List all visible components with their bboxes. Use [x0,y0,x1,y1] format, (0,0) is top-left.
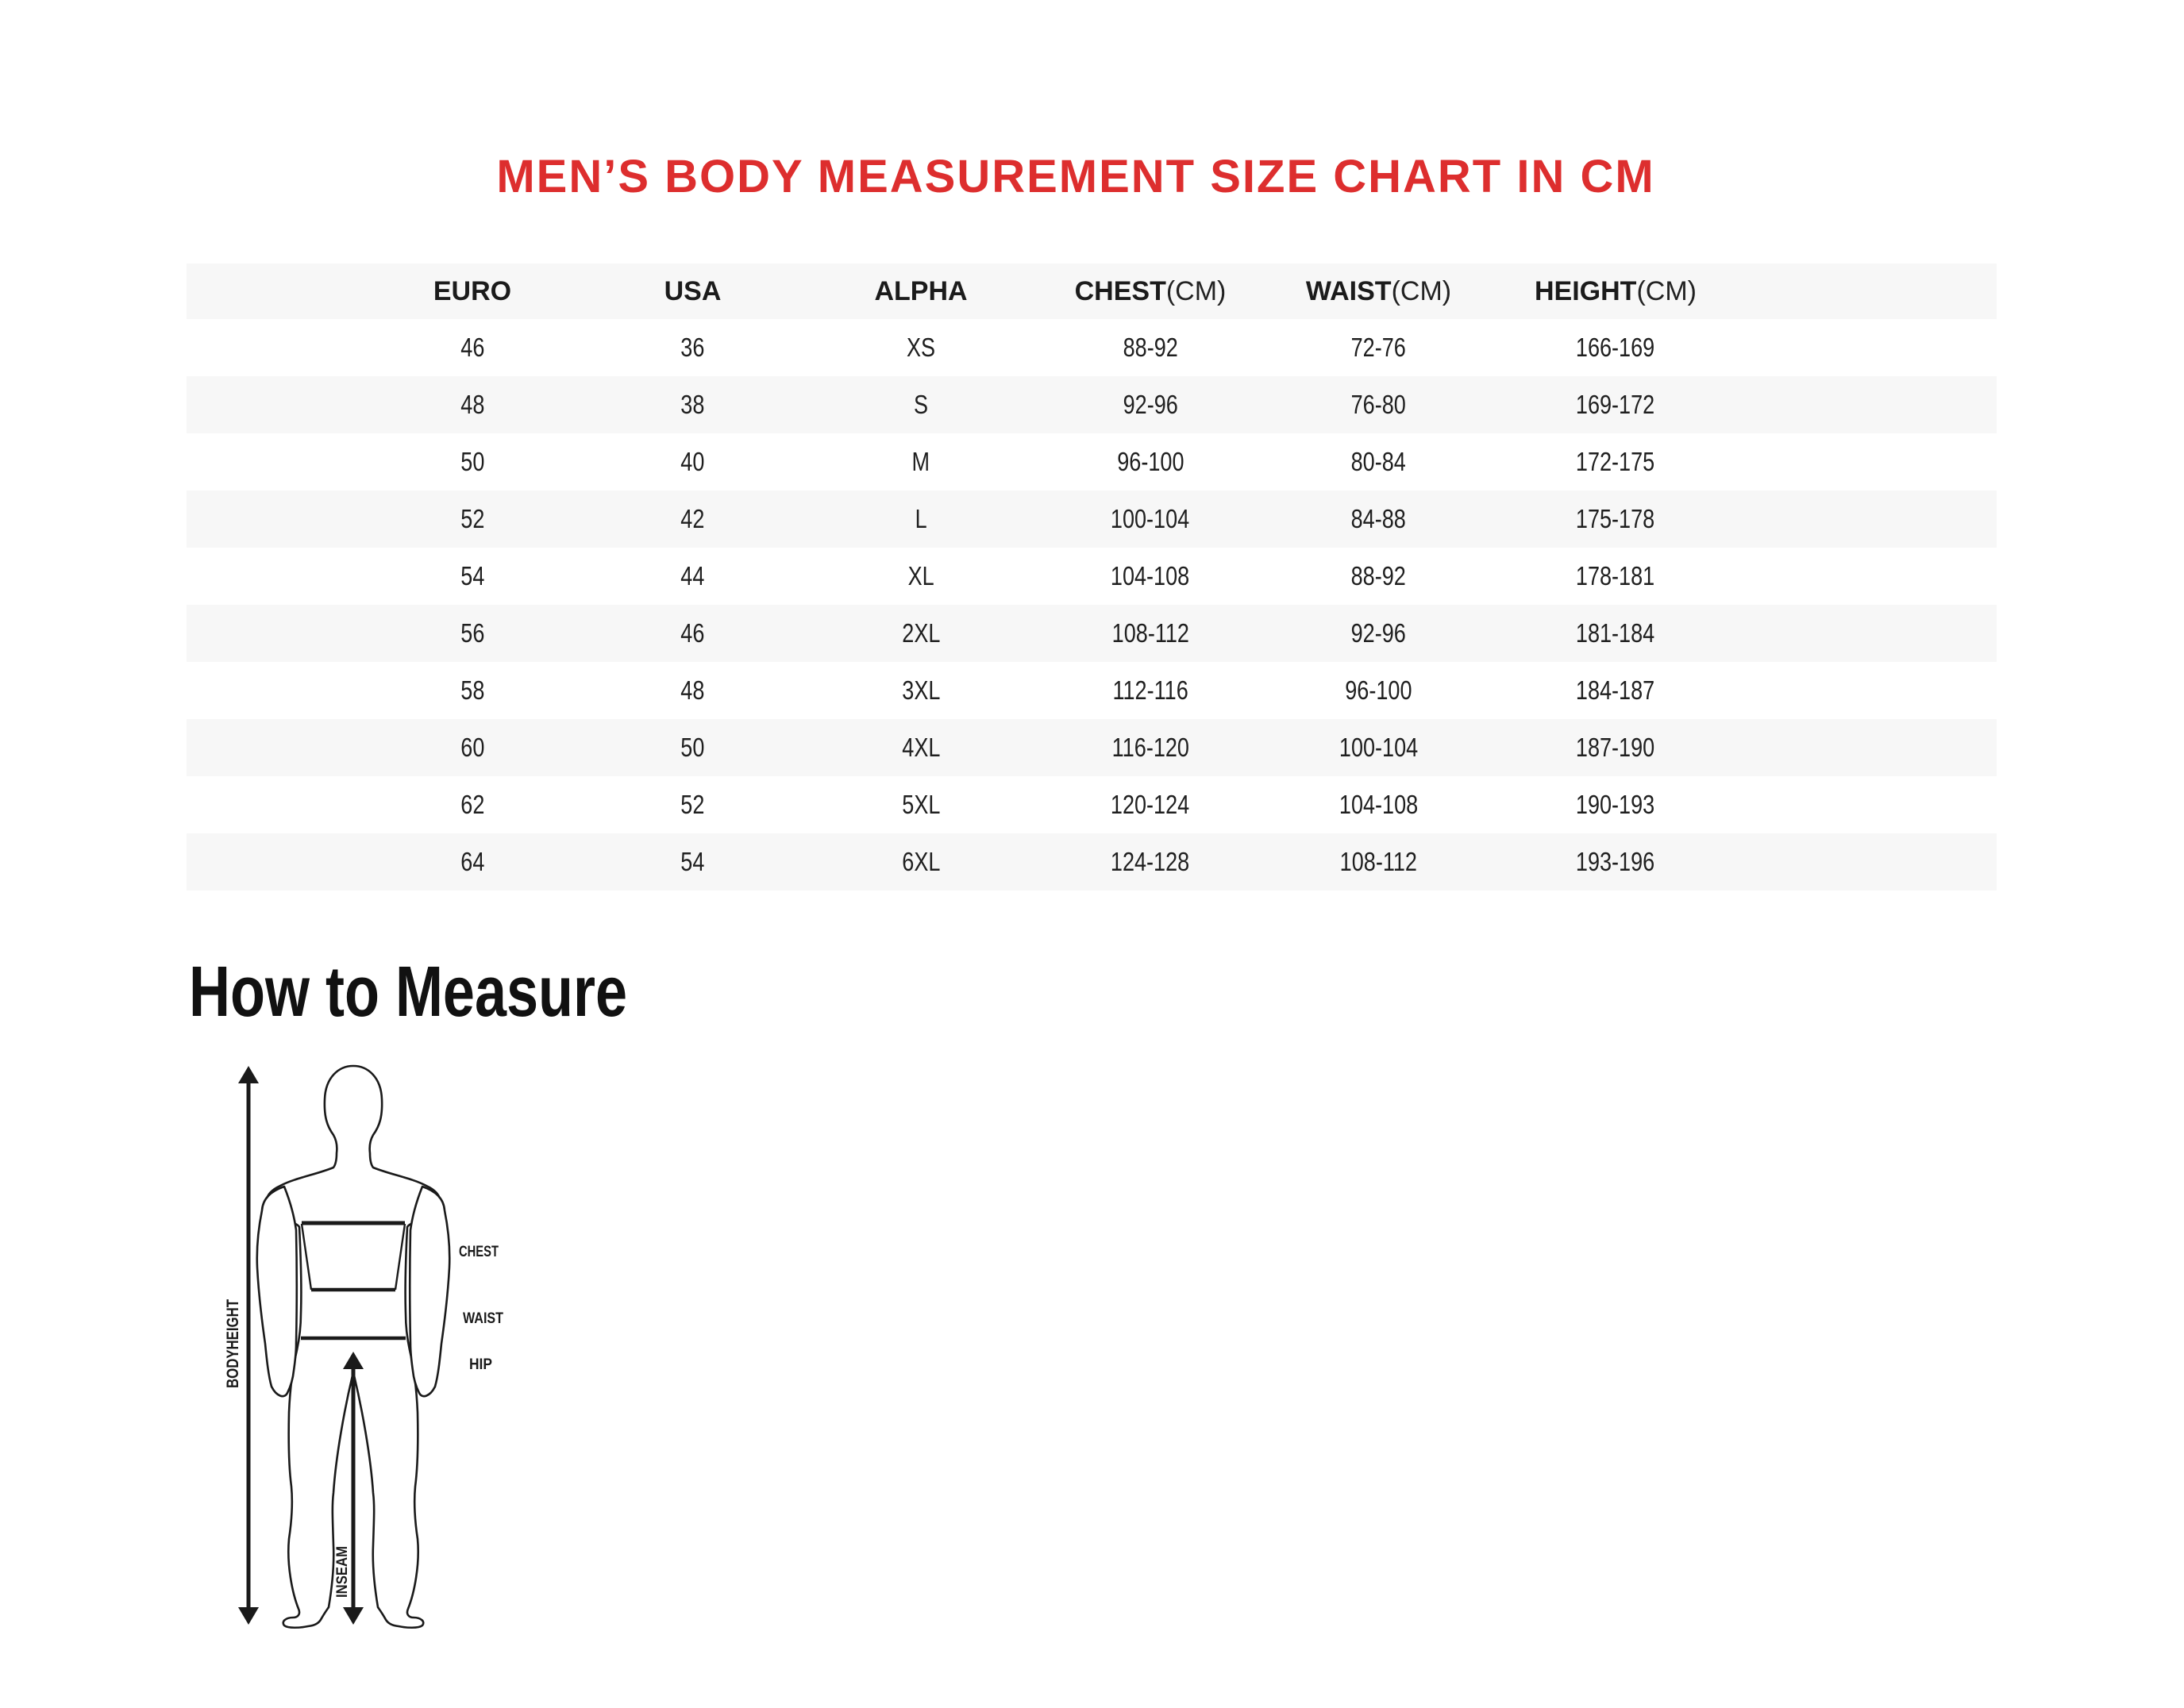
arm-outline [410,1187,449,1396]
cell-alpha: M [911,447,930,476]
cell-height: 169-172 [1576,390,1655,419]
size-row [187,376,1997,433]
cell-usa: 54 [680,847,705,876]
cell-alpha: L [915,504,927,533]
cell-usa: 48 [680,675,705,705]
cell-height: 184-187 [1576,675,1655,705]
cell-euro: 54 [460,561,485,590]
cell-chest: 120-124 [1111,790,1190,819]
hip-label: HIP [469,1356,493,1373]
cell-euro: 64 [460,847,485,876]
size-row [187,490,1997,548]
cell-height: 178-181 [1576,561,1655,590]
cell-waist: 100-104 [1339,733,1419,762]
cell-alpha: S [913,390,929,419]
cell-height: 175-178 [1576,504,1655,533]
cell-waist: 104-108 [1339,790,1419,819]
size-row [187,605,1997,662]
cell-alpha: 3XL [901,675,941,705]
size-row [187,776,1997,833]
page-title: MEN’S BODY MEASUREMENT SIZE CHART IN CM [496,151,1655,202]
cell-chest: 100-104 [1111,504,1190,533]
size-table-body [187,319,1997,891]
cell-waist: 92-96 [1350,618,1407,648]
cell-euro: 46 [460,333,485,362]
cell-usa: 36 [680,333,705,362]
cell-waist: 96-100 [1345,675,1412,705]
cell-alpha: 2XL [901,618,941,648]
cell-chest: 124-128 [1111,847,1190,876]
cell-euro: 56 [460,618,485,648]
cell-height: 190-193 [1576,790,1655,819]
cell-alpha: XL [907,561,934,590]
size-chart-table [187,264,1997,891]
cell-height: 193-196 [1576,847,1655,876]
size-row [187,719,1997,776]
cell-chest: 96-100 [1116,447,1184,476]
cell-euro: 52 [460,504,485,533]
cell-height: 166-169 [1576,333,1655,362]
cell-chest: 92-96 [1123,390,1178,419]
chest-label: CHEST [459,1244,499,1260]
cell-usa: 50 [680,733,705,762]
cell-chest: 108-112 [1111,618,1189,648]
size-row [187,662,1997,719]
cell-euro: 50 [460,447,485,476]
cell-euro: 62 [460,790,485,819]
cell-waist: 88-92 [1350,561,1407,590]
cell-usa: 52 [680,790,705,819]
inseam-label: INSEAM [334,1539,351,1598]
cell-chest: 104-108 [1111,561,1190,590]
cell-chest: 116-120 [1111,733,1189,762]
cell-waist: 72-76 [1350,333,1407,362]
cell-chest: 88-92 [1123,333,1178,362]
cell-alpha: 6XL [901,847,941,876]
cell-usa: 40 [680,447,705,476]
cell-waist: 108-112 [1339,847,1418,876]
cell-waist: 80-84 [1350,447,1407,476]
cell-waist: 84-88 [1350,504,1407,533]
bodyheight-label: BODYHEIGHT [224,1276,242,1388]
cell-usa: 44 [680,561,705,590]
size-row [187,548,1997,605]
cell-alpha: XS [906,333,936,362]
measurement-diagram [222,1060,540,1663]
col-header-chest: CHEST(CM) [1074,275,1227,306]
col-header-height: HEIGHT(CM) [1535,275,1697,306]
header-right-spacer [1739,264,1997,319]
cell-alpha: 4XL [901,733,941,762]
cell-usa: 46 [680,618,705,648]
cell-usa: 38 [680,390,705,419]
table-header-row [187,264,1997,319]
cell-usa: 42 [680,504,705,533]
how-to-measure-heading: How to Measure [189,952,628,1032]
cell-alpha: 5XL [901,790,941,819]
cell-euro: 48 [460,390,485,419]
col-header-usa: USA [664,275,722,306]
cell-euro: 60 [460,733,485,762]
cell-chest: 112-116 [1112,675,1188,705]
col-header-alpha: ALPHA [874,275,968,306]
col-header-waist: WAIST(CM) [1305,275,1452,306]
cell-height: 181-184 [1576,618,1655,648]
cell-height: 172-175 [1576,447,1655,476]
size-row [187,319,1997,376]
cell-waist: 76-80 [1350,390,1407,419]
cell-height: 187-190 [1576,733,1655,762]
header-left-spacer [187,264,365,319]
size-row [187,433,1997,490]
size-row [187,833,1997,891]
waist-label: WAIST [463,1310,504,1327]
col-header-euro: EURO [433,275,512,306]
cell-euro: 58 [460,675,485,705]
